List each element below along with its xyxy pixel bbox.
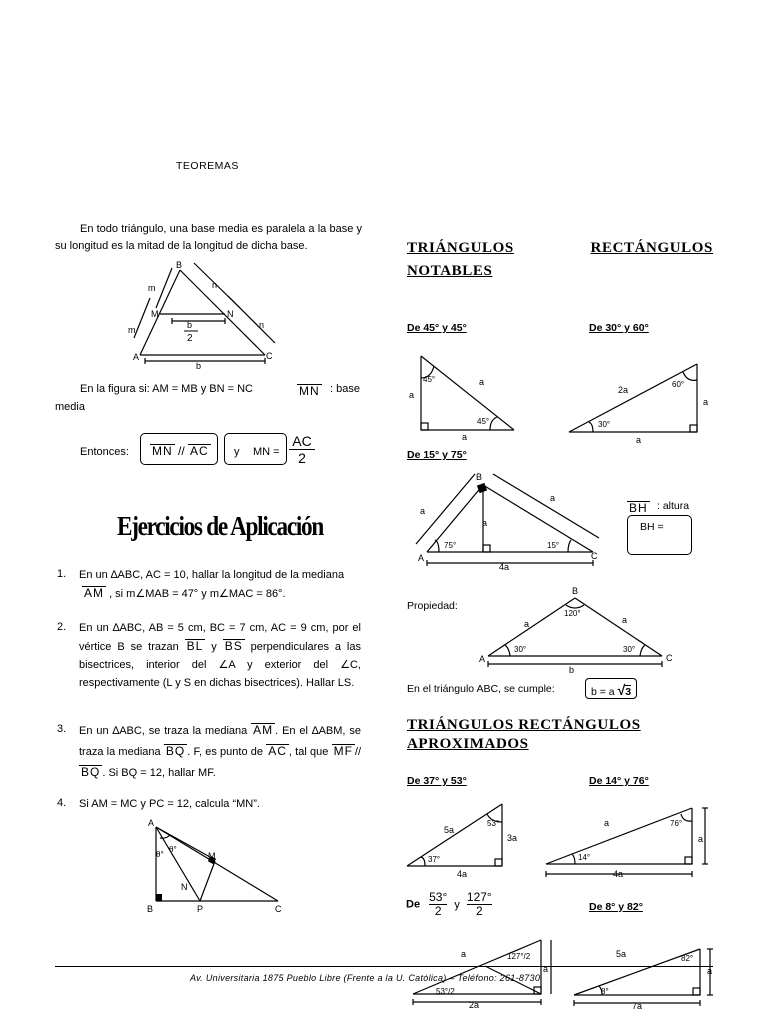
svg-text:C: C [591, 551, 598, 561]
exercise-4-text: Si AM = MC y PC = 12, calcula “MN”. [79, 798, 260, 810]
fig1-vertex-b: B [176, 260, 183, 270]
svg-text:15°: 15° [547, 541, 560, 550]
svg-text:a: a [707, 966, 713, 976]
bh-note: : altura [657, 500, 690, 512]
bh-eq: BH = [640, 521, 664, 533]
svg-text:a: a [622, 615, 628, 625]
heading-aprox-line1: TRIÁNGULOS RECTÁNGULOS [407, 717, 641, 733]
svg-text:7a: 7a [632, 1001, 643, 1011]
fig4-theta-2: θ° [169, 845, 177, 854]
fig4-point-p: P [197, 904, 204, 914]
svg-text:127°/2: 127°/2 [507, 952, 531, 961]
svg-text:a: a [420, 506, 426, 516]
triangle-8-82 [560, 937, 715, 1022]
svg-text:a: a [703, 397, 709, 407]
svg-text:30°: 30° [598, 420, 611, 429]
fig1-vertex-c: C [266, 351, 273, 361]
property-triangle [476, 584, 681, 674]
svg-text:5a: 5a [444, 825, 455, 835]
svg-text:8°: 8° [601, 987, 609, 996]
exercise-1-text: En un ∆ABC, AC = 10, hallar la longitud de la mediana AM , si m∠MAB = 47° y m∠MAC = 86°. [79, 569, 345, 600]
bh-segment: BH [629, 501, 648, 515]
svg-text:a: a [550, 493, 556, 503]
exercise-3-number: 3. [57, 723, 67, 735]
fig4-vertex-c: C [275, 904, 282, 914]
svg-text:75°: 75° [444, 541, 457, 550]
heading-notables-line2: NOTABLES [407, 263, 493, 279]
exercise-2-text: En un ∆ABC, AB = 5 cm, BC = 7 cm, AC = 9 cm, por el vértice B se trazan BL y BS perpendiculares a las bisectrices, interior del ∠A y exterior del ∠C, respectivamente (L y S en dichas bisectrices). Hallar LS. [79, 622, 361, 689]
subhead-53-127: De $\frac{53^\circ}{2}$ y $\frac{127^\circ}{2}$ [406, 890, 492, 918]
svg-text:a: a [524, 619, 530, 629]
svg-text:a: a [482, 518, 488, 528]
entonces-eq: MN = [253, 446, 280, 458]
svg-text:A: A [479, 654, 486, 664]
figure-note-suffix-1: : base [330, 383, 360, 395]
section-title: Ejercicios de Aplicación [117, 511, 323, 541]
exercise-4-figure [140, 815, 290, 917]
svg-text:B: B [572, 586, 579, 596]
svg-text:53°: 53° [487, 819, 500, 828]
fig1-label-n-lower: n [259, 320, 265, 330]
entonces-label: Entonces: [80, 446, 129, 458]
svg-text:a: a [636, 435, 642, 445]
fig1-label-m-lower: m [128, 325, 136, 335]
svg-text:37°: 37° [428, 855, 441, 864]
svg-text:a: a [479, 377, 485, 387]
svg-text:82°: 82° [681, 954, 694, 963]
propiedad-label: Propiedad: [407, 600, 458, 612]
svg-text:4a: 4a [457, 869, 468, 879]
triangle-15-75 [413, 466, 605, 572]
heading-notables-line1: TRIÁNGULOS RECTÁNGULOS [407, 240, 713, 256]
subhead-15-75: De 15° y 75° [407, 449, 467, 461]
svg-text:14°: 14° [578, 853, 591, 862]
exercise-2-number: 2. [57, 621, 67, 633]
triangle-45-45 [404, 350, 522, 446]
fig4-vertex-b: B [147, 904, 154, 914]
svg-text:a: a [698, 834, 704, 844]
page-title: TEOREMAS [176, 160, 239, 172]
triangle-37-53 [403, 800, 527, 882]
svg-text:30°: 30° [623, 645, 636, 654]
subhead-37-53: De 37° y 53° [407, 775, 467, 787]
svg-text:5a: 5a [616, 949, 627, 959]
svg-text:3a: 3a [507, 833, 518, 843]
triangle-14-76 [540, 802, 715, 882]
svg-text:a: a [543, 964, 549, 974]
svg-text:a: a [461, 949, 467, 959]
svg-text:45°: 45° [423, 375, 436, 384]
triangle-30-60 [565, 360, 715, 448]
fig4-point-m: M [208, 851, 216, 861]
fig1-point-n: N [227, 309, 234, 319]
fig1-half-den: 2 [187, 333, 193, 344]
fig4-point-n: N [181, 882, 188, 892]
footer-rule [55, 966, 713, 967]
svg-text:76°: 76° [670, 819, 683, 828]
svg-text:4a: 4a [613, 869, 624, 879]
median-base-figure [120, 258, 290, 370]
fig4-vertex-a: A [148, 818, 155, 828]
svg-text:B: B [476, 472, 483, 482]
cumple-formula: b = a √3 [591, 682, 632, 698]
cumple-label: En el triángulo ABC, se cumple: [407, 683, 555, 695]
svg-text:120°: 120° [564, 609, 581, 618]
fig1-label-b: b [196, 361, 202, 370]
subhead-30-60: De 30° y 60° [589, 322, 649, 334]
fig1-label-n-upper: n [212, 280, 218, 290]
entonces-y: y [234, 446, 240, 458]
subhead-45: De 45° y 45° [407, 322, 467, 334]
svg-text:60°: 60° [672, 380, 685, 389]
exercise-3-text: En un ∆ABC, se traza la mediana AM . En el ∆ABM, se traza la mediana BQ . F, es punto de AC , tal que MF //BQ . Si BQ = 12, hallar MF. [79, 723, 362, 779]
fig1-half-num: b [187, 320, 193, 330]
svg-text:53°/2: 53°/2 [436, 987, 455, 996]
svg-text:45°: 45° [477, 417, 490, 426]
fig1-point-m: M [151, 309, 159, 319]
entonces-fraction: AC 2 [289, 433, 315, 467]
figure-note-segment: MN [299, 384, 320, 398]
svg-text:C: C [666, 653, 673, 663]
svg-text:b: b [569, 665, 575, 674]
heading-aprox-line2: APROXIMADOS [407, 736, 529, 752]
svg-text:a: a [409, 390, 415, 400]
exercise-1-number: 1. [57, 568, 67, 580]
svg-text:a: a [604, 818, 610, 828]
fig4-theta-1: θ° [156, 850, 164, 859]
svg-text:A: A [418, 553, 425, 563]
subhead-14-76: De 14° y 76° [589, 775, 649, 787]
exercise-4-number: 4. [57, 797, 67, 809]
figure-note-suffix-2: media [55, 401, 85, 413]
svg-text:2a: 2a [618, 385, 629, 395]
footer-address: Av. Universitaria 1875 Pueblo Libre (Frente a la U. Católica) – Teléfono: 261-8730 [190, 973, 541, 983]
fig1-label-m-upper: m [148, 283, 156, 293]
theorem-text: En todo triángulo, una base media es paralela a la base y su longitud es la mitad de la longitud de dicha base. [55, 223, 362, 252]
svg-text:a: a [462, 432, 468, 442]
figure-note-prefix: En la figura si: AM = MB y BN = NC [80, 383, 254, 395]
entonces-parallel: MN // AC [152, 444, 209, 458]
subhead-8-82: De 8° y 82° [589, 901, 643, 913]
svg-text:4a: 4a [499, 562, 510, 572]
fig1-vertex-a: A [133, 352, 140, 362]
svg-text:30°: 30° [514, 645, 527, 654]
svg-text:2a: 2a [469, 1000, 480, 1010]
